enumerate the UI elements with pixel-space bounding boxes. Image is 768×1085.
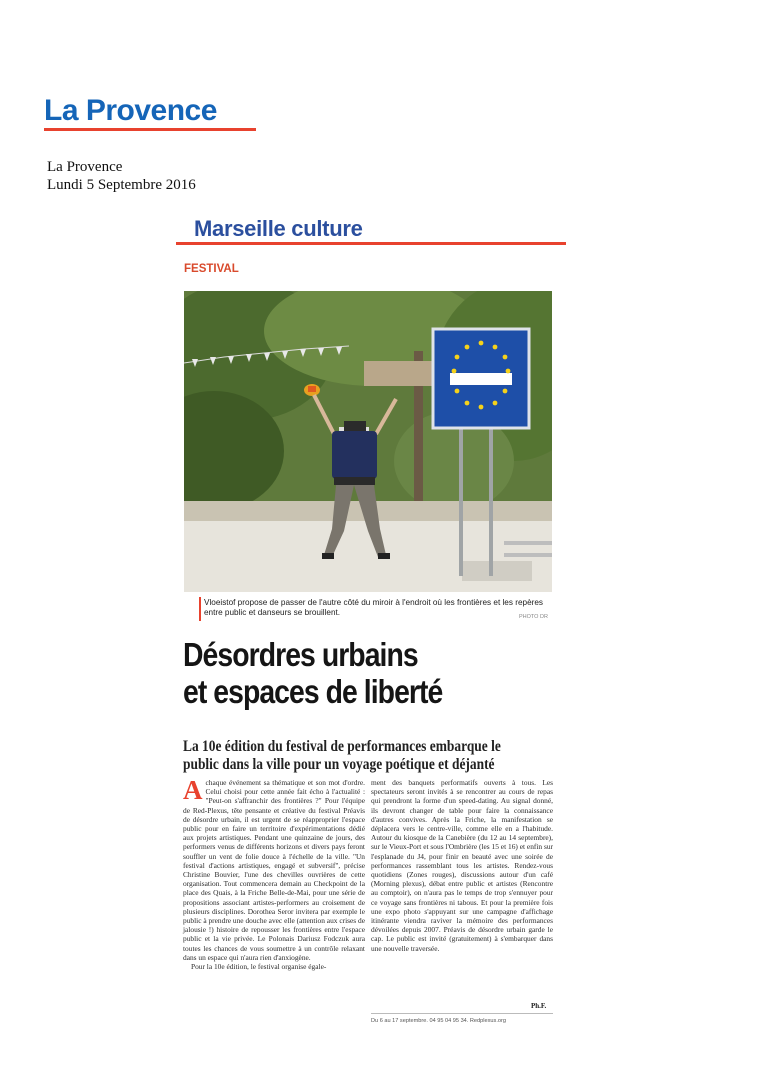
body-paragraph	[183, 775, 365, 962]
practical-info: Du 6 au 17 septembre. 04 95 04 95 34. Redplexus.org	[371, 1018, 506, 1024]
body-paragraph: ment des banquets performatifs ouverts à tous. Les spectateurs seront invités à se rencontrer au cours de repas qui prendront la forme d'un speed-dating. Au signal donné, ils devront changer de table pour faire la connaissance d'autres convives. Après la Friche, la manifestation se déplacera vers le centre-ville, comme elle en a l'habitude. Autour du kiosque de la Canebière (du 12 au 14 septembre), sur le Vieux-Port et sous l'Ombrière (les 15 et 16) et enfin sur l'esplanade du J4, pour finir en beauté avec une soirée de performances rassemblant tous les artistes. Rendez-vous quotidiens (Zones rouges), discussions autour d'un café (Morning plexus), débat entre public et artistes (Rencontre au comptoir), on n'aura pas le temps de trop s'ennuyer pour ce voyage sans frontières ni tabous. Et pour la première fois une expo photo s'appuyant sur une campagne d'affichage itinérante viendra raviver la mémoire des performances dévoilées depuis 2007. Préavis de désordre urbain garde le cap. Le public est invité (gratuitement) à s'embarquer dans une nouvelle traversée.	[371, 778, 553, 953]
deck-line-1: La 10e édition du festival de performances embarque le	[183, 738, 501, 755]
section-rule	[176, 242, 566, 245]
article-photo	[184, 291, 552, 592]
photo-credit: PHOTO DR	[519, 614, 548, 620]
publication-date: Lundi 5 Septembre 2016	[47, 177, 196, 193]
logo-underline	[44, 128, 256, 131]
drop-cap: A	[183, 775, 203, 805]
info-divider	[371, 1013, 553, 1014]
headline-line-2: et espaces de liberté	[183, 672, 443, 710]
deck	[183, 738, 558, 773]
body-column-2	[371, 778, 553, 953]
caption-marker	[199, 597, 201, 621]
headline	[183, 637, 563, 711]
la-provence-logo: La Provence	[44, 94, 217, 127]
body-text: chaque événement sa thématique et son mot d'ordre. Celui choisi pour cette année fait écho à l'actualité : "Peut-on s'affranchir des frontières ?" Pour l'équipe de Red-Plexus, tête pensante et créative du festival Préavis de désordre urbain, il est urgent de se réapproprier l'espace public pour en faire un territoire d'expérimentations dédié aux projets artistiques. Pendant une quinzaine de jours, des performers venus de différents horizons et divers pays feront souffler un vent de folie douce à l'échelle de la ville. "Un festival d'actions artistiques, engagé et subversif", précise Christine Bouvier, l'une des chevilles ouvrières de cette organisation. Tout commencera demain au Checkpoint de la place des Quais, à la Friche Belle-de-Mai, pour une série de propositions associant artistes-performers au croisement de plusieurs disciplines. Dorothea Seror invitera par exemple le public à prendre une douche avec elle (attention aux crises de jalousie !) histoire de repousser les frontières entre l'espace public et la vie privée. Le Polonais Dariusz Fodczuk aura toutes les chances de vous soumettre à un contrôle relaxant dans un espace qui n'aura rien d'anxiogène.	[183, 778, 365, 962]
section-title: Marseille culture	[194, 216, 363, 241]
deck-line-2: public dans la ville pour un voyage poétique et déjanté	[183, 755, 495, 773]
article-kicker: FESTIVAL	[184, 263, 239, 275]
body-column-1	[183, 775, 365, 972]
headline-line-1: Désordres urbains	[183, 636, 418, 673]
publication-name: La Provence	[47, 159, 123, 175]
body-paragraph: Pour la 10e édition, le festival organise égale-	[191, 962, 327, 972]
photo-caption: Vloeistof propose de passer de l'autre côté du miroir à l'endroit où les frontières et les repères entre public et danseurs se brouillent.	[204, 598, 543, 618]
author-signature: Ph.F.	[531, 1002, 547, 1010]
